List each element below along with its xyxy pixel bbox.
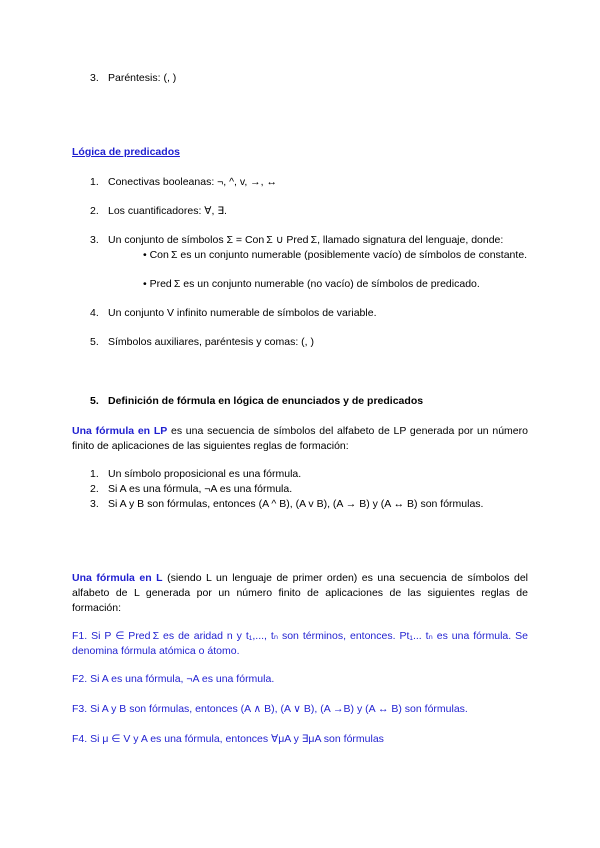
list-item (90, 336, 314, 348)
list-text: Los cuantificadores: ∀, ∃. (108, 205, 227, 217)
bullet-icon: • (143, 278, 150, 290)
list-number: 5. (90, 336, 99, 348)
rule-f1: F1. Si P ∈ Pred Σ es de aridad n y t₁,..., tₙ son términos, entonces. Pt₁... tₙ es una fórmula. Se denomina fórmula atómica o átomo. (72, 630, 528, 657)
list-text: Conectivas booleanas: ¬, ^, v, →, ↔ (108, 176, 278, 188)
list-text: Si A es una fórmula, ¬A es una fórmula. (108, 483, 293, 495)
list-number: 4. (90, 307, 99, 319)
list-text: Un símbolo proposicional es una fórmula. (108, 468, 302, 480)
list-text: Si A y B son fórmulas, entonces (A ^ B), (A v B), (A → B) y (A ↔ B) son fórmulas. (108, 498, 484, 510)
lp-definition (72, 424, 528, 454)
list-item (90, 176, 277, 188)
sub-bullet-text: Pred Σ es un conjunto numerable (no vacío) de símbolos de predicado. (149, 278, 480, 290)
list-number: 2. (90, 205, 99, 217)
list-number: 1. (90, 468, 99, 480)
sub-bullet-text: Con Σ es un conjunto numerable (posiblemente vacío) de símbolos de constante. (149, 249, 528, 261)
rule-f3: F3. Si A y B son fórmulas, entonces (A ∧ B), (A ∨ B), (A →B) y (A ↔ B) son fórmulas. (72, 703, 468, 715)
l-definition-text: (siendo L un lenguaje de primer orden) es una secuencia de símbolos del alfabeto de L generada por un número finito de aplicaciones de las siguientes reglas de formación: (72, 572, 528, 614)
l-definition-term: Una fórmula en L (72, 572, 163, 584)
rule-f4: F4. Si μ ∈ V y A es una fórmula, entonces ∀μA y ∃μA son fórmulas (72, 733, 384, 745)
section-heading-5 (90, 395, 423, 407)
list-item (90, 234, 503, 246)
sub-bullet (143, 248, 528, 263)
l-definition (72, 571, 528, 616)
list-item (90, 307, 377, 319)
section-title: Definición de fórmula en lógica de enunciados y de predicados (108, 395, 424, 407)
list-number: 2. (90, 483, 99, 495)
intro-list-item (90, 72, 176, 84)
sub-bullet (143, 278, 480, 290)
list-number: 3. (90, 234, 99, 246)
list-item (90, 497, 483, 512)
section-number: 5. (90, 395, 99, 407)
list-text: Paréntesis: (, ) (108, 72, 177, 84)
list-item (90, 205, 227, 217)
list-text: Un conjunto de símbolos Σ = Con Σ ∪ Pred Σ, llamado signatura del lenguaje, donde: (108, 234, 504, 246)
list-item (90, 467, 483, 482)
rule-f2: F2. Si A es una fórmula, ¬A es una fórmula. (72, 673, 275, 685)
list-item (90, 482, 483, 497)
list-number: 3. (90, 72, 99, 84)
lp-rules-list (90, 467, 483, 512)
bullet-icon: • (143, 249, 150, 261)
list-text: Un conjunto V infinito numerable de símbolos de variable. (108, 307, 377, 319)
list-text: Símbolos auxiliares, paréntesis y comas: (, ) (108, 336, 314, 348)
list-number: 3. (90, 498, 99, 510)
section-heading-predicados: Lógica de predicados (72, 146, 180, 158)
lp-definition-term: Una fórmula en LP (72, 425, 168, 437)
lp-definition-text: es una secuencia de símbolos del alfabeto de LP generada por un número finito de aplicaciones de las siguientes reglas de formación: (72, 425, 528, 452)
list-number: 1. (90, 176, 99, 188)
